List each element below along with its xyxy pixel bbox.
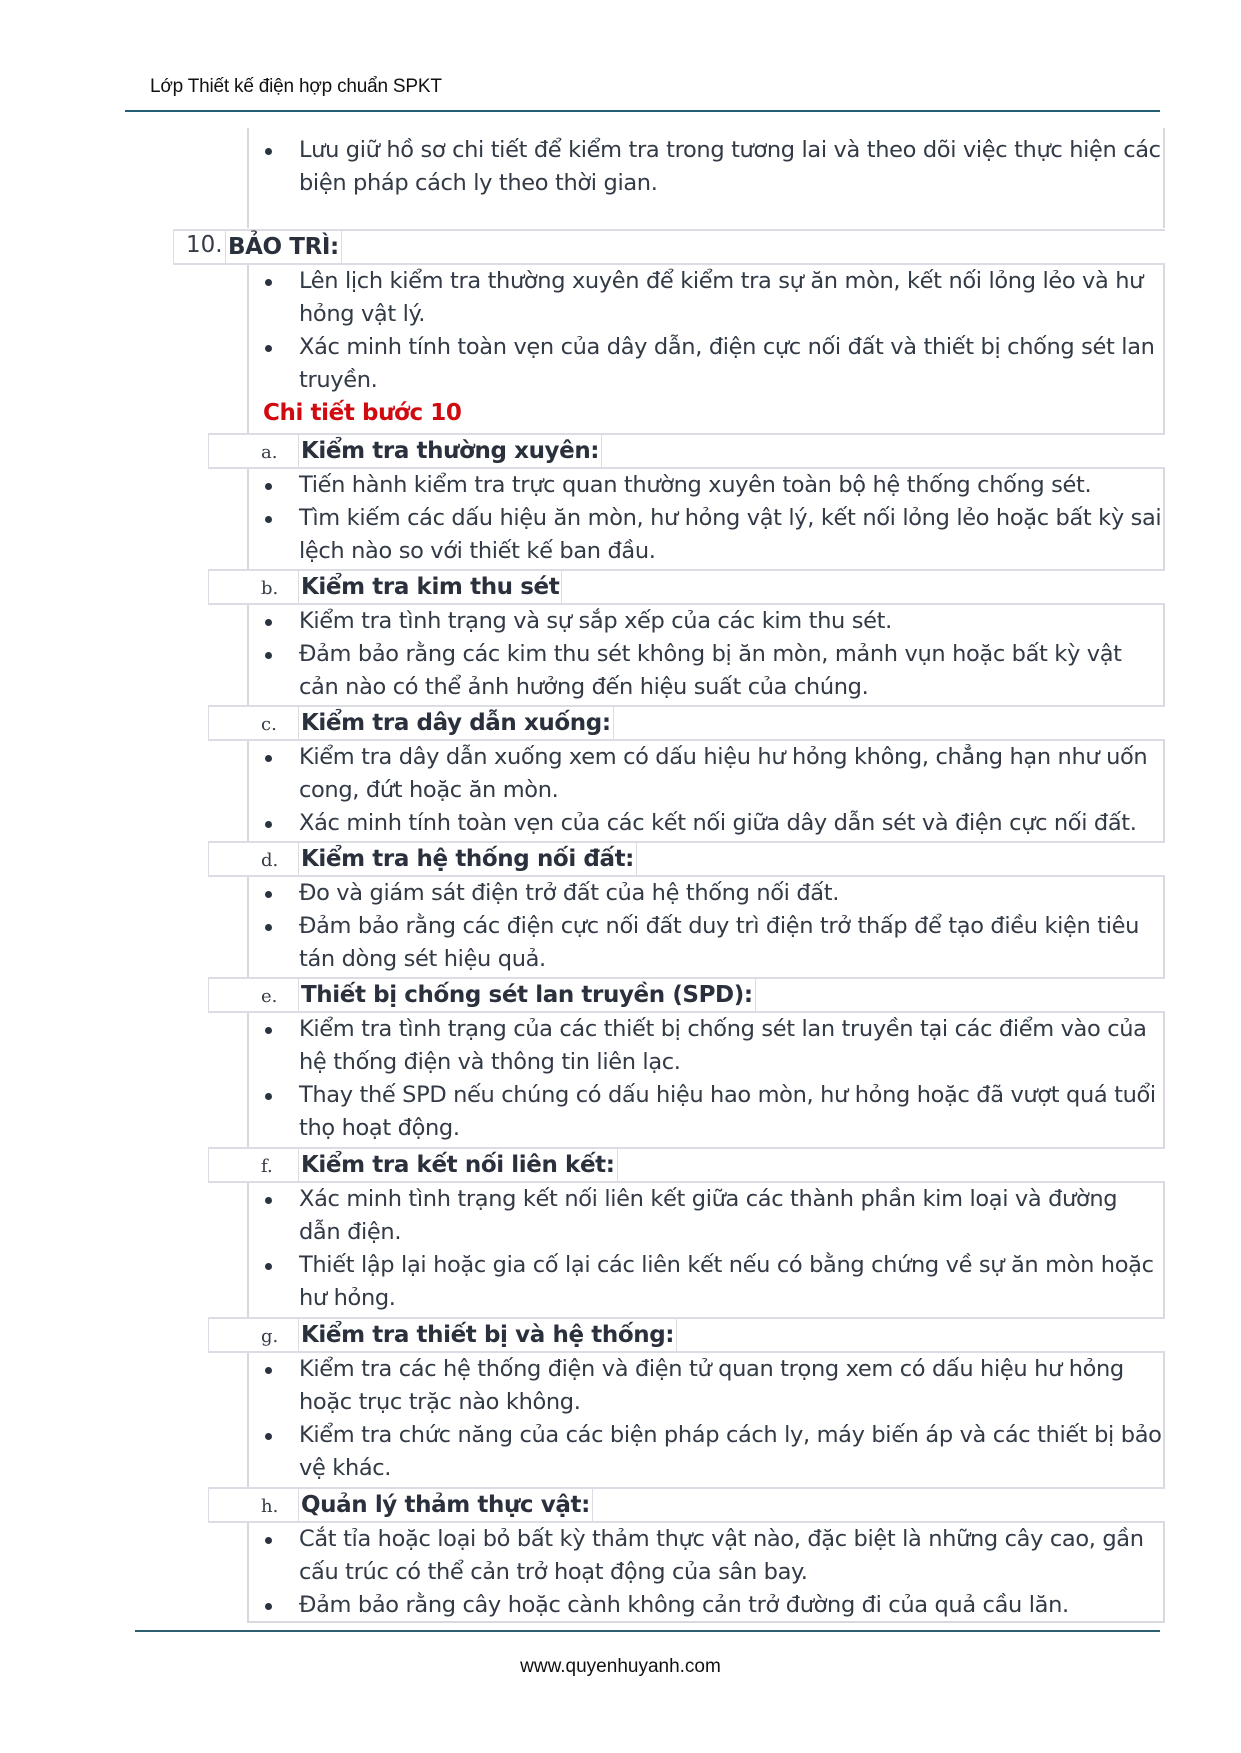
list-item: Tiến hành kiểm tra trực quan thường xuyên toàn bộ hệ thống chống sét. <box>249 469 1163 502</box>
step-bullet-list <box>249 1353 1163 1485</box>
step-bullet-list <box>249 877 1163 976</box>
header-divider <box>125 110 1160 112</box>
step-content-e <box>247 1013 1165 1147</box>
bullet-icon <box>265 516 272 523</box>
list-item: Kiểm tra dây dẫn xuống xem có dấu hiệu hư hỏng không, chẳng hạn như uốn cong, đứt hoặc ăn mòn. <box>249 741 1163 807</box>
list-item: Xác minh tính toàn vẹn của các kết nối giữa dây dẫn sét và điện cực nối đất. <box>249 807 1163 840</box>
step-letter-cell <box>208 571 298 603</box>
step-letter: b. <box>261 578 279 599</box>
bullet-icon <box>265 924 272 931</box>
step-title: Kiểm tra thường xuyên: <box>298 435 602 467</box>
step-letter: g. <box>261 1326 279 1347</box>
footer-website-link[interactable]: www.quyenhuyanh.com <box>520 1656 721 1677</box>
list-item: Tìm kiếm các dấu hiệu ăn mòn, hư hỏng vật lý, kết nối lỏng lẻo hoặc bất kỳ sai lệch nào so với thiết kế ban đầu. <box>249 502 1163 568</box>
section-title: BẢO TRÌ: <box>225 231 342 263</box>
step-title: Kiểm tra kim thu sét <box>298 571 562 603</box>
step-letter: d. <box>261 850 279 871</box>
section-number-cell <box>173 231 225 263</box>
step-letter-cell <box>208 435 298 467</box>
bullet-icon <box>265 1367 272 1374</box>
step-letter: e. <box>261 986 278 1007</box>
step-bullet-list <box>249 1183 1163 1315</box>
step-title: Kiểm tra kết nối liên kết: <box>298 1149 618 1181</box>
list-item: Lưu giữ hồ sơ chi tiết để kiểm tra trong tương lai và theo dõi việc thực hiện các biện pháp cách ly theo thời gian. <box>249 134 1163 200</box>
bullet-icon <box>265 652 272 659</box>
bullet-icon <box>265 483 272 490</box>
list-item: Xác minh tính toàn vẹn của dây dẫn, điện cực nối đất và thiết bị chống sét lan truyền. <box>249 331 1163 397</box>
list-item: Đảm bảo rằng các điện cực nối đất duy trì điện trở thấp để tạo điều kiện tiêu tán dòng sét hiệu quả. <box>249 910 1163 976</box>
list-item: Kiểm tra các hệ thống điện và điện tử quan trọng xem có dấu hiệu hư hỏng hoặc trục trặc nào không. <box>249 1353 1163 1419</box>
step-heading-h <box>208 1487 1165 1523</box>
bullet-icon <box>265 1093 272 1100</box>
page-header-title: Lớp Thiết kế điện hợp chuẩn SPKT <box>150 76 442 97</box>
bullet-icon <box>265 891 272 898</box>
bullet-icon <box>265 279 272 286</box>
step-title: Quản lý thảm thực vật: <box>298 1489 593 1521</box>
bullet-icon <box>265 755 272 762</box>
intro-content <box>247 128 1165 228</box>
step-heading-e <box>208 977 1165 1013</box>
footer-divider <box>135 1630 1160 1632</box>
step-heading-c <box>208 705 1165 741</box>
bullet-icon <box>265 345 272 352</box>
step-bullet-list <box>249 741 1163 840</box>
section-heading <box>173 229 1165 265</box>
list-item: Thay thế SPD nếu chúng có dấu hiệu hao mòn, hư hỏng hoặc đã vượt quá tuổi thọ hoạt động. <box>249 1079 1163 1145</box>
step-heading-a <box>208 433 1165 469</box>
intro-bullet-list <box>249 134 1163 200</box>
step-letter: a. <box>261 442 278 463</box>
section-number: 10. <box>186 232 223 258</box>
bullet-icon <box>265 1197 272 1204</box>
step-heading-b <box>208 569 1165 605</box>
step-content-d <box>247 877 1165 977</box>
step-heading-g <box>208 1317 1165 1353</box>
step-letter-cell <box>208 843 298 875</box>
step-title: Kiểm tra hệ thống nối đất: <box>298 843 637 875</box>
list-item: Kiểm tra chức năng của các biện pháp cách ly, máy biến áp và các thiết bị bảo vệ khác. <box>249 1419 1163 1485</box>
step-bullet-list <box>249 1013 1163 1145</box>
step-content-b <box>247 605 1165 705</box>
step-letter-cell <box>208 1319 298 1351</box>
section-bullet-list <box>249 265 1163 397</box>
detail-label: Chi tiết bước 10 <box>263 400 462 426</box>
list-item: Xác minh tình trạng kết nối liên kết giữa các thành phần kim loại và đường dẫn điện. <box>249 1183 1163 1249</box>
step-content-c <box>247 741 1165 841</box>
list-item: Đo và giám sát điện trở đất của hệ thống nối đất. <box>249 877 1163 910</box>
step-content-f <box>247 1183 1165 1317</box>
bullet-icon <box>265 148 272 155</box>
step-letter-cell <box>208 979 298 1011</box>
step-heading-f <box>208 1147 1165 1183</box>
list-item: Lên lịch kiểm tra thường xuyên để kiểm tra sự ăn mòn, kết nối lỏng lẻo và hư hỏng vật lý. <box>249 265 1163 331</box>
step-letter: c. <box>261 714 277 735</box>
step-letter: h. <box>261 1496 279 1517</box>
step-title: Thiết bị chống sét lan truyền (SPD): <box>298 979 756 1011</box>
step-content-a <box>247 469 1165 569</box>
step-title: Kiểm tra dây dẫn xuống: <box>298 707 614 739</box>
step-letter-cell <box>208 1149 298 1181</box>
bullet-icon <box>265 1433 272 1440</box>
bullet-icon <box>265 1537 272 1544</box>
step-bullet-list <box>249 1523 1163 1622</box>
step-letter-cell <box>208 1489 298 1521</box>
list-item: Đảm bảo rằng cây hoặc cành không cản trở đường đi của quả cầu lăn. <box>249 1589 1163 1622</box>
step-heading-d <box>208 841 1165 877</box>
bullet-icon <box>265 1603 272 1610</box>
section-content <box>247 265 1165 433</box>
step-letter-cell <box>208 707 298 739</box>
bullet-icon <box>265 821 272 828</box>
step-title: Kiểm tra thiết bị và hệ thống: <box>298 1319 677 1351</box>
list-item: Cắt tỉa hoặc loại bỏ bất kỳ thảm thực vật nào, đặc biệt là những cây cao, gần cấu trúc có thể cản trở hoạt động của sân bay. <box>249 1523 1163 1589</box>
step-bullet-list <box>249 605 1163 704</box>
list-item: Kiểm tra tình trạng của các thiết bị chống sét lan truyền tại các điểm vào của hệ thống điện và thông tin liên lạc. <box>249 1013 1163 1079</box>
step-content-h <box>247 1523 1165 1623</box>
bullet-icon <box>265 619 272 626</box>
step-bullet-list <box>249 469 1163 568</box>
bullet-icon <box>265 1027 272 1034</box>
bullet-icon <box>265 1263 272 1270</box>
list-item: Thiết lập lại hoặc gia cố lại các liên kết nếu có bằng chứng về sự ăn mòn hoặc hư hỏng. <box>249 1249 1163 1315</box>
list-item: Đảm bảo rằng các kim thu sét không bị ăn mòn, mảnh vụn hoặc bất kỳ vật cản nào có thể ảnh hưởng đến hiệu suất của chúng. <box>249 638 1163 704</box>
list-item: Kiểm tra tình trạng và sự sắp xếp của các kim thu sét. <box>249 605 1163 638</box>
step-content-g <box>247 1353 1165 1487</box>
step-letter: f. <box>261 1156 273 1177</box>
